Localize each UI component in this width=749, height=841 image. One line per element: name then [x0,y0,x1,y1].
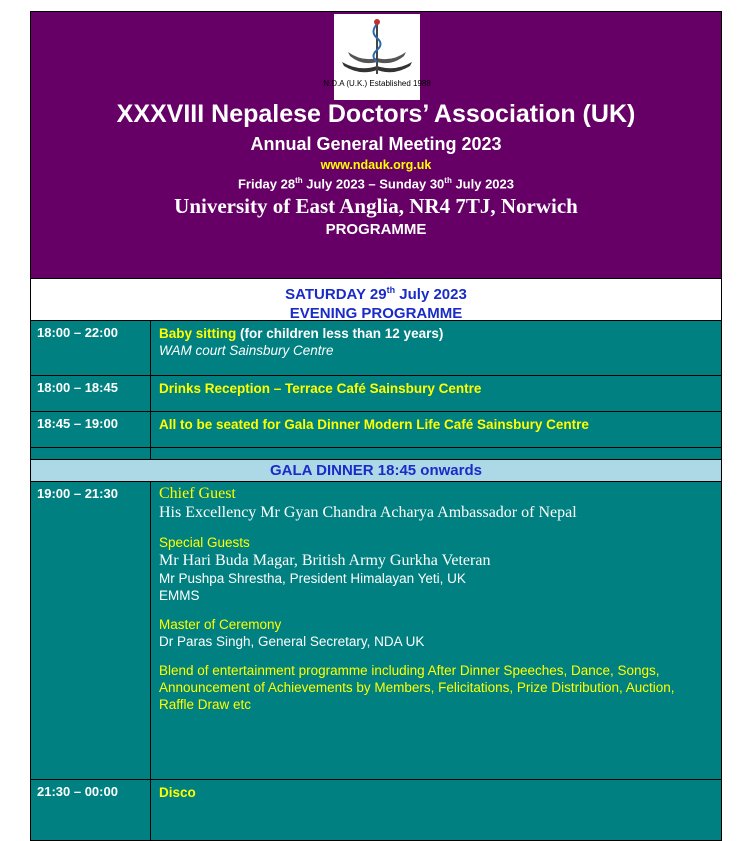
row-title-rest: (for children less than 12 years) [236,326,444,341]
day-subtitle: EVENING PROGRAMME [289,305,463,322]
mc-name: Dr Paras Singh, General Secretary, NDA UK [159,634,425,649]
row-description [151,376,721,411]
spacer-cell [31,448,151,459]
row-description [151,482,721,779]
website-link[interactable]: www.ndauk.org.uk [320,158,432,172]
mc-label: Master of Ceremony [159,617,282,632]
row-time: 18:00 – 18:45 [31,376,151,411]
row-title: Disco [159,785,196,800]
programme-row [31,780,721,840]
special-guest: Mr Pushpa Shrestha, President Himalayan Yeti, UK [159,571,466,586]
page-subtitle: Annual General Meeting 2023 [250,134,502,154]
row-description [151,780,721,840]
row-time: 18:00 – 22:00 [31,321,151,375]
programme-label: PROGRAMME [325,221,427,238]
nda-logo [323,14,431,100]
row-time: 18:45 – 19:00 [31,412,151,447]
day-heading [31,279,721,321]
gala-heading: GALA DINNER 18:45 onwards [31,460,721,482]
day-title: SATURDAY 29th July 2023 [285,285,467,303]
spacer-cell [151,448,721,459]
row-title: Drinks Reception – Terrace Café Sainsbury Centre [159,381,482,396]
page-title: XXXVIII Nepalese Doctors’ Association (UK) [116,100,636,128]
chief-guest-label: Chief Guest [159,485,236,502]
chief-guest-name: His Excellency Mr Gyan Chandra Acharya Ambassador of Nepal [159,504,577,521]
special-guest: EMMS [159,588,200,603]
programme-document [30,11,722,841]
spacer-row [31,448,721,460]
row-description [151,412,721,447]
row-description [151,321,721,375]
programme-row [31,412,721,448]
row-time: 21:30 – 00:00 [31,780,151,840]
gala-row [31,482,721,780]
special-guest: Mr Hari Buda Magar, British Army Gurkha Veteran [159,552,491,569]
row-title: Baby sitting [159,326,237,341]
programme-row [31,376,721,412]
programme-row [31,321,721,376]
row-detail: WAM court Sainsbury Centre [159,343,334,358]
row-title: All to be seated for Gala Dinner Modern Life Café Sainsbury Centre [159,417,589,432]
entertainment-description: Blend of entertainment programme including After Dinner Speeches, Dance, Songs, Announcement of Achievements by Members, Felicitations, Prize Distribution, Auction, Raffle Draw etc [159,663,675,712]
special-guests-label: Special Guests [159,535,250,550]
row-time: 19:00 – 21:30 [31,482,151,779]
event-venue: University of East Anglia, NR4 7TJ, Norwich [174,194,578,218]
event-dates: Friday 28th July 2023 – Sunday 30th July 2023 [237,176,514,192]
programme-header [31,12,721,279]
logo-text-bind: N.D.A (U.K.) Established 1988 [323,79,431,88]
